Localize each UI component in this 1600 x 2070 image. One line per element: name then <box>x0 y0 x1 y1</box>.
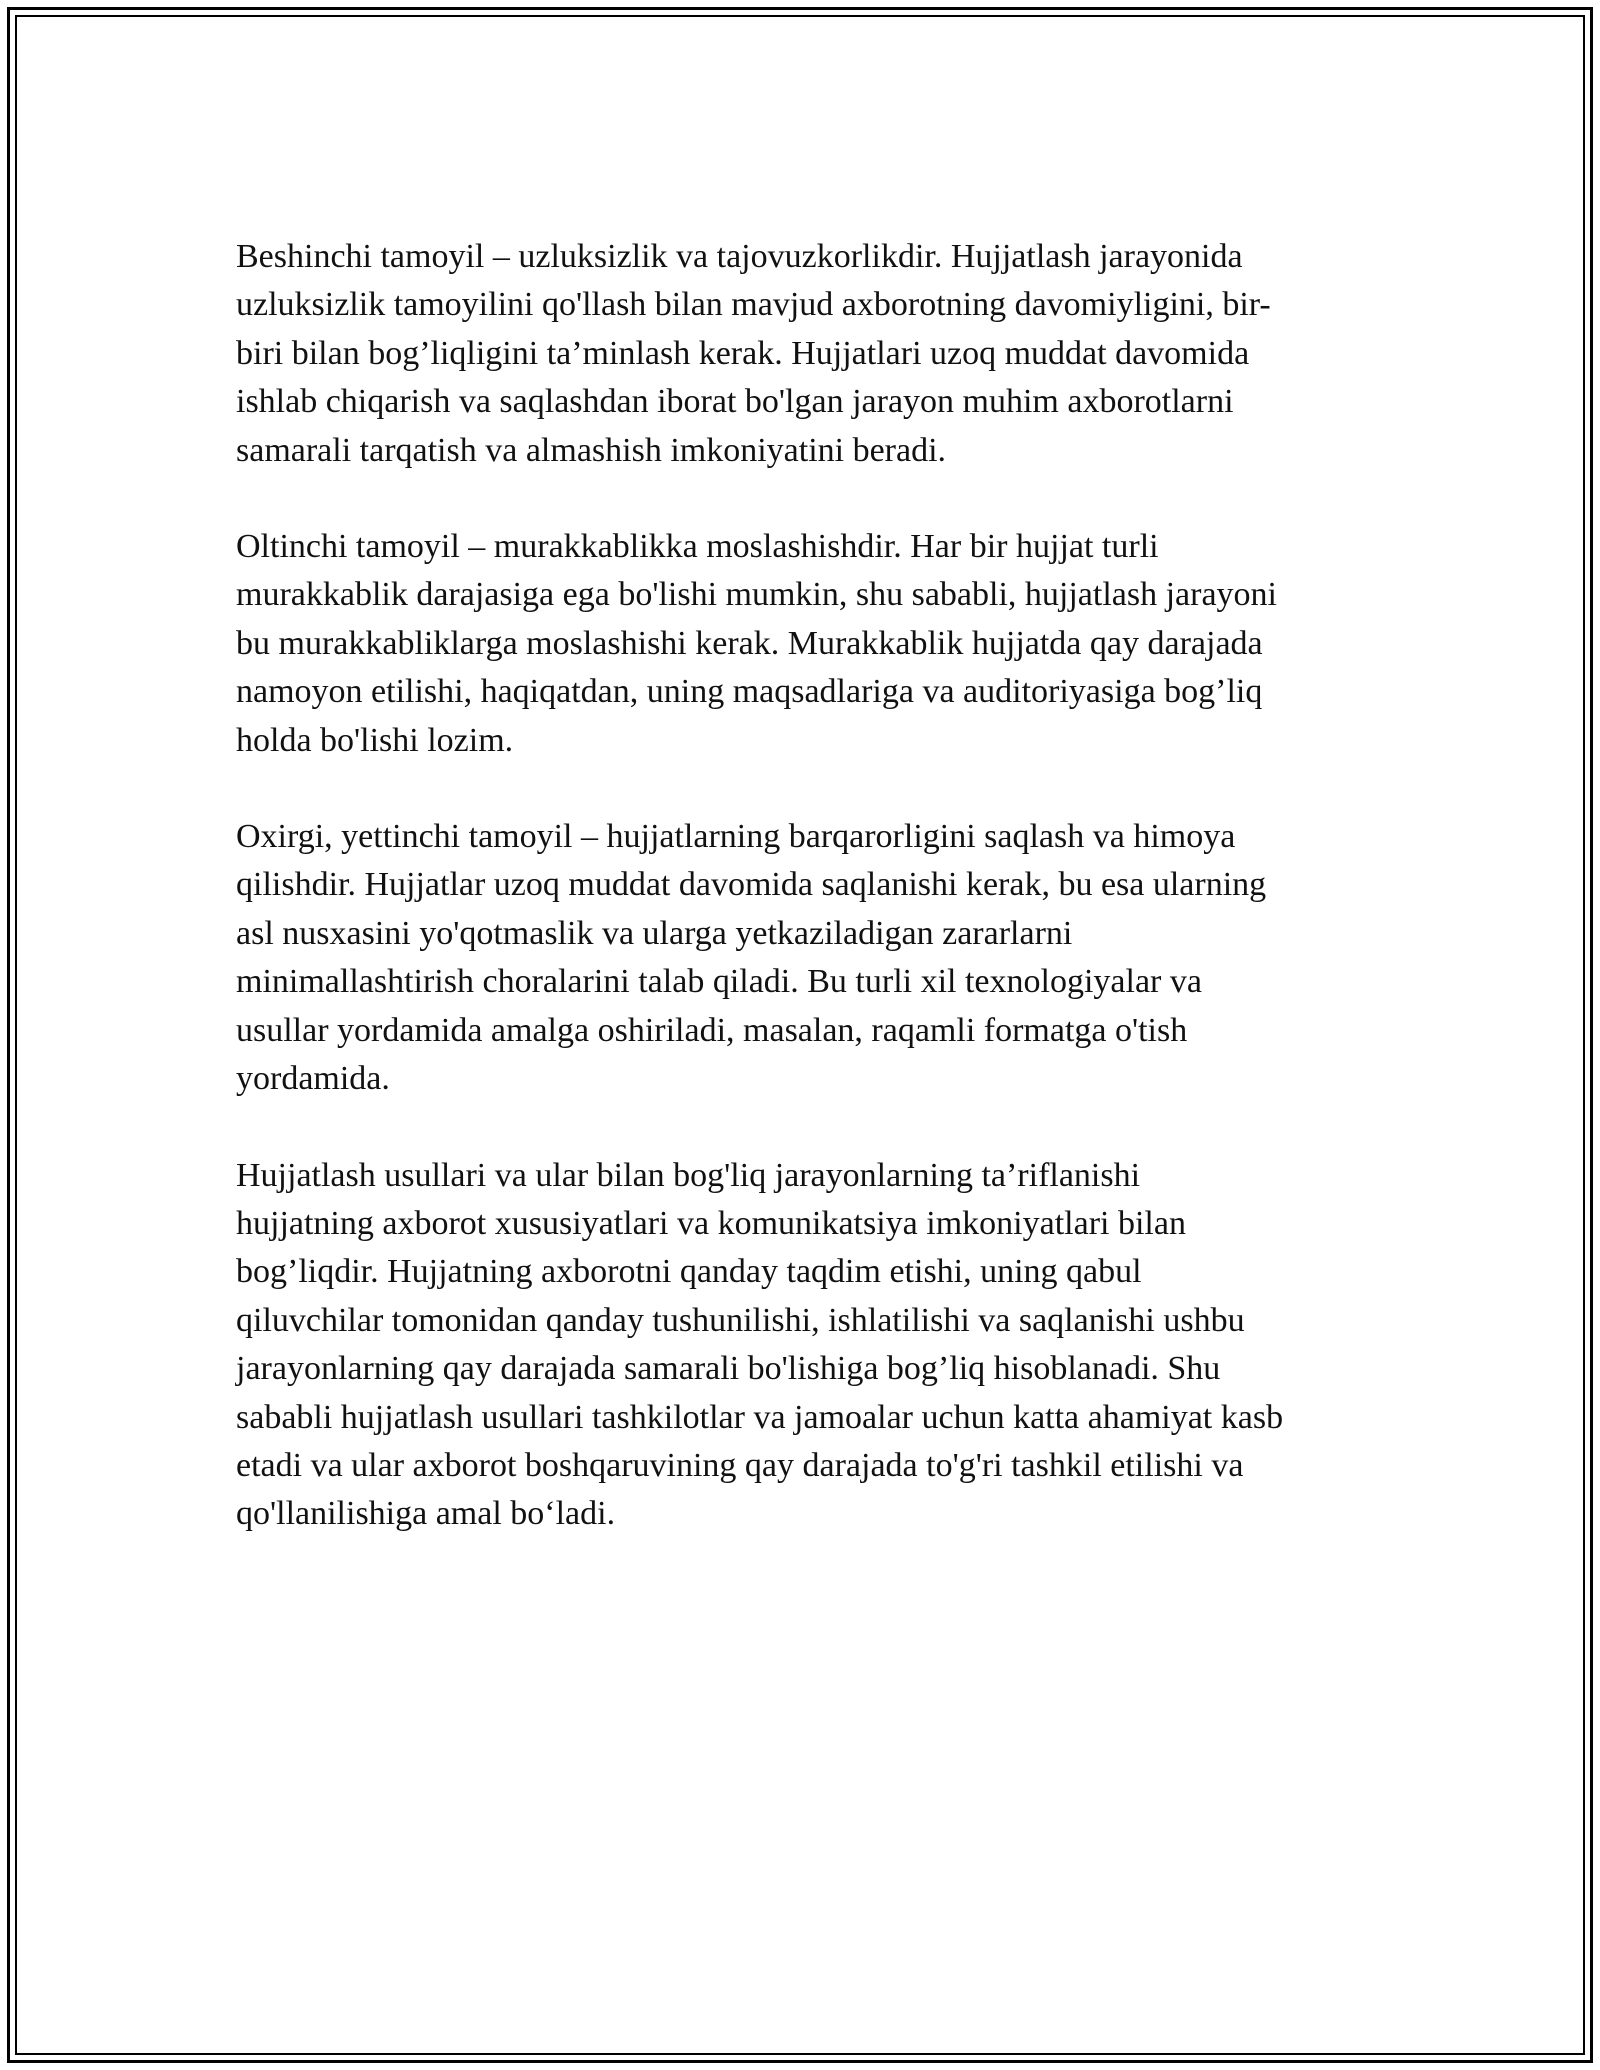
text-line: Oltinchi tamoyil – murakkablikka moslashishdir. Har bir hujjat turli <box>236 528 1159 566</box>
text-line: jarayonlarning qay darajada samarali bo'lishiga bog’liq hisoblanadi. Shu <box>236 1350 1221 1388</box>
text-line: sababli hujjatlash usullari tashkilotlar va jamoalar uchun katta ahamiyat kasb <box>236 1398 1284 1436</box>
text-line: qiluvchilar tomonidan qanday tushunilishi, ishlatilishi va saqlanishi ushbu <box>236 1301 1245 1339</box>
text-line: uzluksizlik tamoyilini qo'llash bilan mavjud axborotning davomiyligini, bir- <box>236 286 1271 324</box>
text-line: samarali tarqatish va almashish imkoniyatini beradi. <box>236 431 947 469</box>
paragraph-seventh-principle <box>236 813 1376 1103</box>
paragraph-documentation-methods <box>236 1152 1376 1539</box>
paragraph-fifth-principle <box>236 233 1376 475</box>
paragraph-sixth-principle <box>236 523 1376 765</box>
text-line: murakkablik darajasiga ega bo'lishi mumkin, shu sababli, hujjatlash jarayoni <box>236 576 1278 614</box>
text-line: bog’liqdir. Hujjatning axborotni qanday taqdim etishi, uning qabul <box>236 1253 1142 1291</box>
text-line: Oxirgi, yettinchi tamoyil – hujjatlarning barqarorligini saqlash va himoya <box>236 818 1236 856</box>
text-line: minimallashtirish choralarini talab qiladi. Bu turli xil texnologiyalar va <box>236 963 1202 1001</box>
text-line: usullar yordamida amalga oshiriladi, masalan, raqamli formatga o'tish <box>236 1011 1188 1049</box>
text-line: asl nusxasini yo'qotmaslik va ularga yetkaziladigan zararlarni <box>236 914 1073 952</box>
text-line: yordamida. <box>236 1060 390 1098</box>
document-body <box>236 233 1376 1587</box>
text-line: namoyon etilishi, haqiqatdan, uning maqsadlariga va auditoriyasiga bog’liq <box>236 673 1263 711</box>
text-line: Hujjatlash usullari va ular bilan bog'liq jarayonlarning ta’riflanishi <box>236 1156 1141 1194</box>
text-line: biri bilan bog’liqligini ta’minlash kerak. Hujjatlari uzoq muddat davomida <box>236 334 1250 372</box>
text-line: qo'llanilishiga amal bo‘ladi. <box>236 1495 616 1533</box>
text-line: Beshinchi tamoyil – uzluksizlik va tajovuzkorlikdir. Hujjatlash jarayonida <box>236 238 1243 275</box>
text-line: ishlab chiqarish va saqlashdan iborat bo'lgan jarayon muhim axborotlarni <box>236 383 1234 421</box>
text-line: etadi va ular axborot boshqaruvining qay darajada to'g'ri tashkil etilishi va <box>236 1446 1244 1484</box>
text-line: bu murakkabliklarga moslashishi kerak. Murakkablik hujjatda qay darajada <box>236 624 1263 662</box>
text-line: holda bo'lishi lozim. <box>236 721 514 759</box>
text-line: qilishdir. Hujjatlar uzoq muddat davomida saqlanishi kerak, bu esa ularning <box>236 866 1267 904</box>
text-line: hujjatning axborot xususiyatlari va komunikatsiya imkoniyatlari bilan <box>236 1204 1186 1242</box>
